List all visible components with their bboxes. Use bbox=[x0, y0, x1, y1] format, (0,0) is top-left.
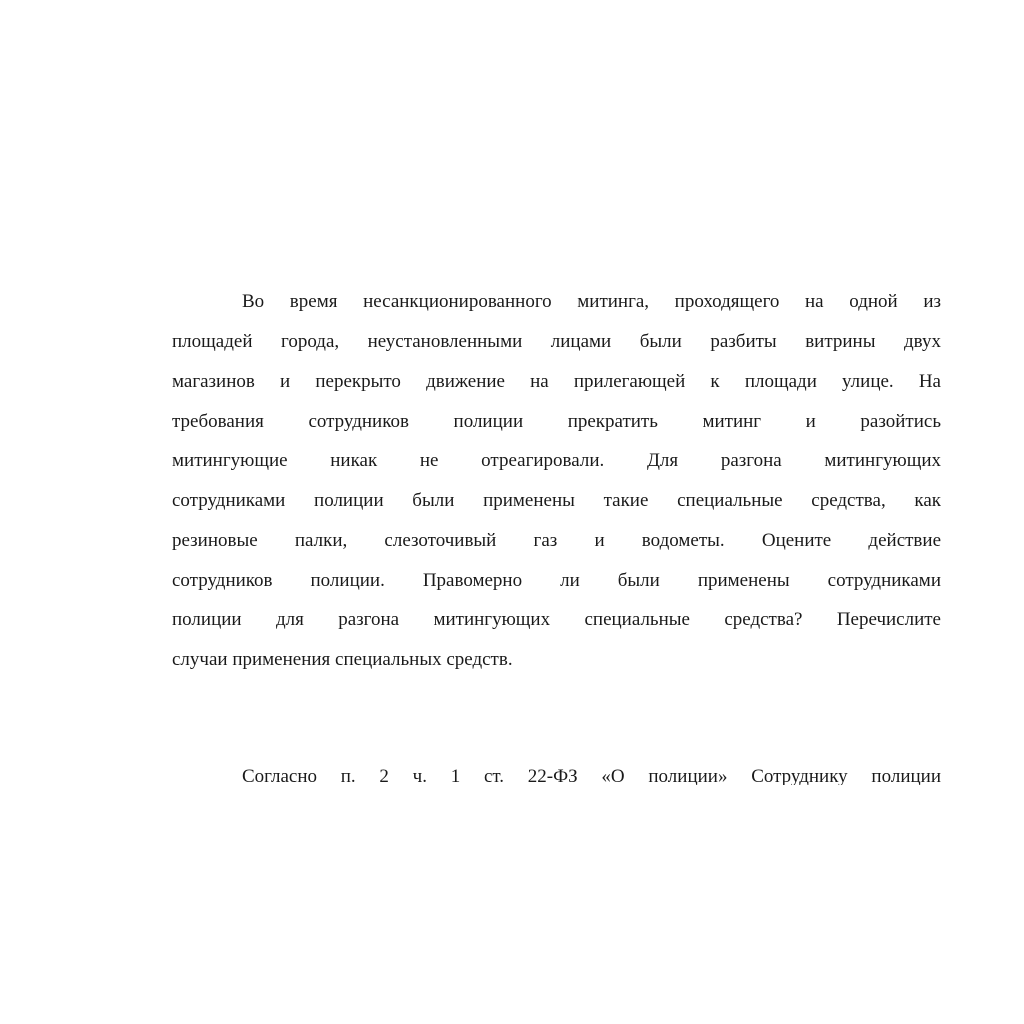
paragraph-line: резиновые палки, слезоточивый газ и водометы. Оцените действие bbox=[172, 530, 941, 551]
paragraph-line: митингующие никак не отреагировали. Для разгона митингующих bbox=[172, 450, 941, 471]
paragraph-line: площадей города, неустановленными лицами были разбиты витрины двух bbox=[172, 331, 941, 352]
answer-paragraph-partial bbox=[242, 764, 941, 785]
paragraph-line: магазинов и перекрыто движение на прилегающей к площади улице. На bbox=[172, 371, 941, 392]
paragraph-line: случаи применения специальных средств. bbox=[172, 649, 513, 670]
paragraph-line: сотрудниками полиции были применены такие специальные средства, как bbox=[172, 490, 941, 511]
paragraph-line: Согласно п. 2 ч. 1 ст. 22-ФЗ «О полиции» Сотруднику полиции bbox=[242, 766, 941, 785]
paragraph-line: требования сотрудников полиции прекратить митинг и разойтись bbox=[172, 411, 941, 432]
paragraph-line: сотрудников полиции. Правомерно ли были применены сотрудниками bbox=[172, 570, 941, 591]
paragraph-line: Во время несанкционированного митинга, проходящего на одной из bbox=[242, 291, 941, 312]
paragraph-line: полиции для разгона митингующих специальные средства? Перечислите bbox=[172, 609, 941, 630]
